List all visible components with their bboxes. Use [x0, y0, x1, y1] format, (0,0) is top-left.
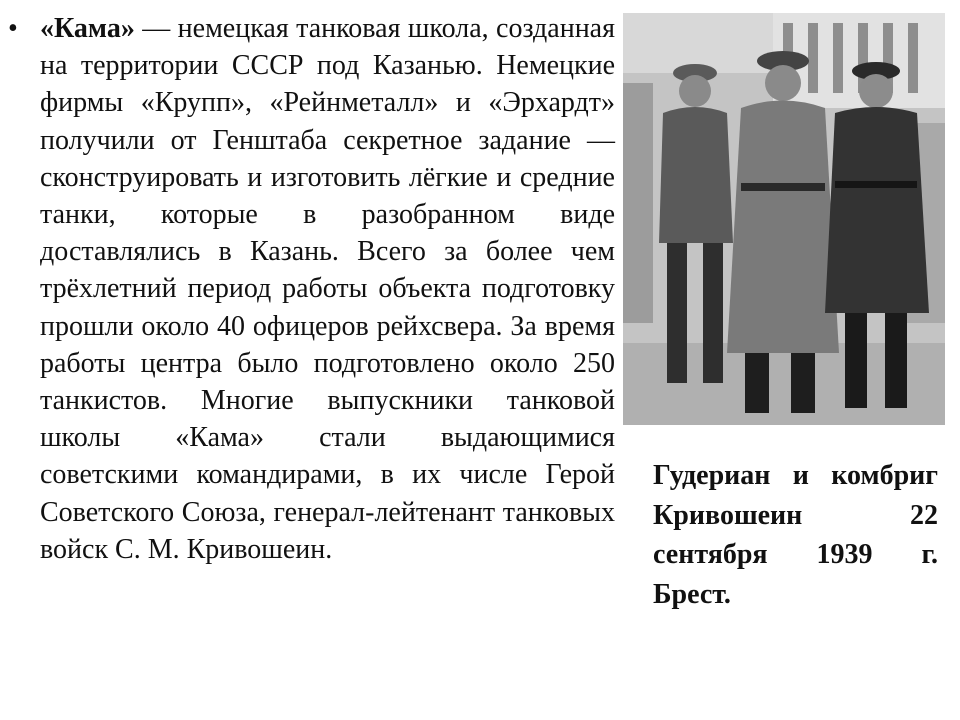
main-paragraph-body: — немецкая танковая школа, созданная на территории СССР под Казанью. Немецкие фирмы «Крупп», «Рейнметалл» и «Эрхардт» получили от Генштаба секретное задание — сконструировать и изготовить лёгкие и средние танки, которые в разобранном виде доставлялись в Казань. Всего за более чем трёхлетний период работы объекта подготовку прошли около 40 офицеров рейхсвера. За время работы центра было подготовлено около 250 танкистов. Многие выпускники танковой школы «Кама» стали выдающимися советскими командирами, в их числе Герой Советского Союза, генерал-лейтенант танковых войск С. М. Кривошеин. — [40, 13, 615, 565]
photo-caption: Гудериан и комбриг Кривошеин 22 сентября 1939 г. Брест. — [653, 460, 938, 610]
term-kama: «Кама» — [40, 13, 135, 44]
photo-illustration — [623, 13, 945, 425]
bullet-marker: • — [8, 13, 18, 44]
historical-photo — [623, 13, 945, 425]
main-paragraph — [40, 10, 615, 568]
